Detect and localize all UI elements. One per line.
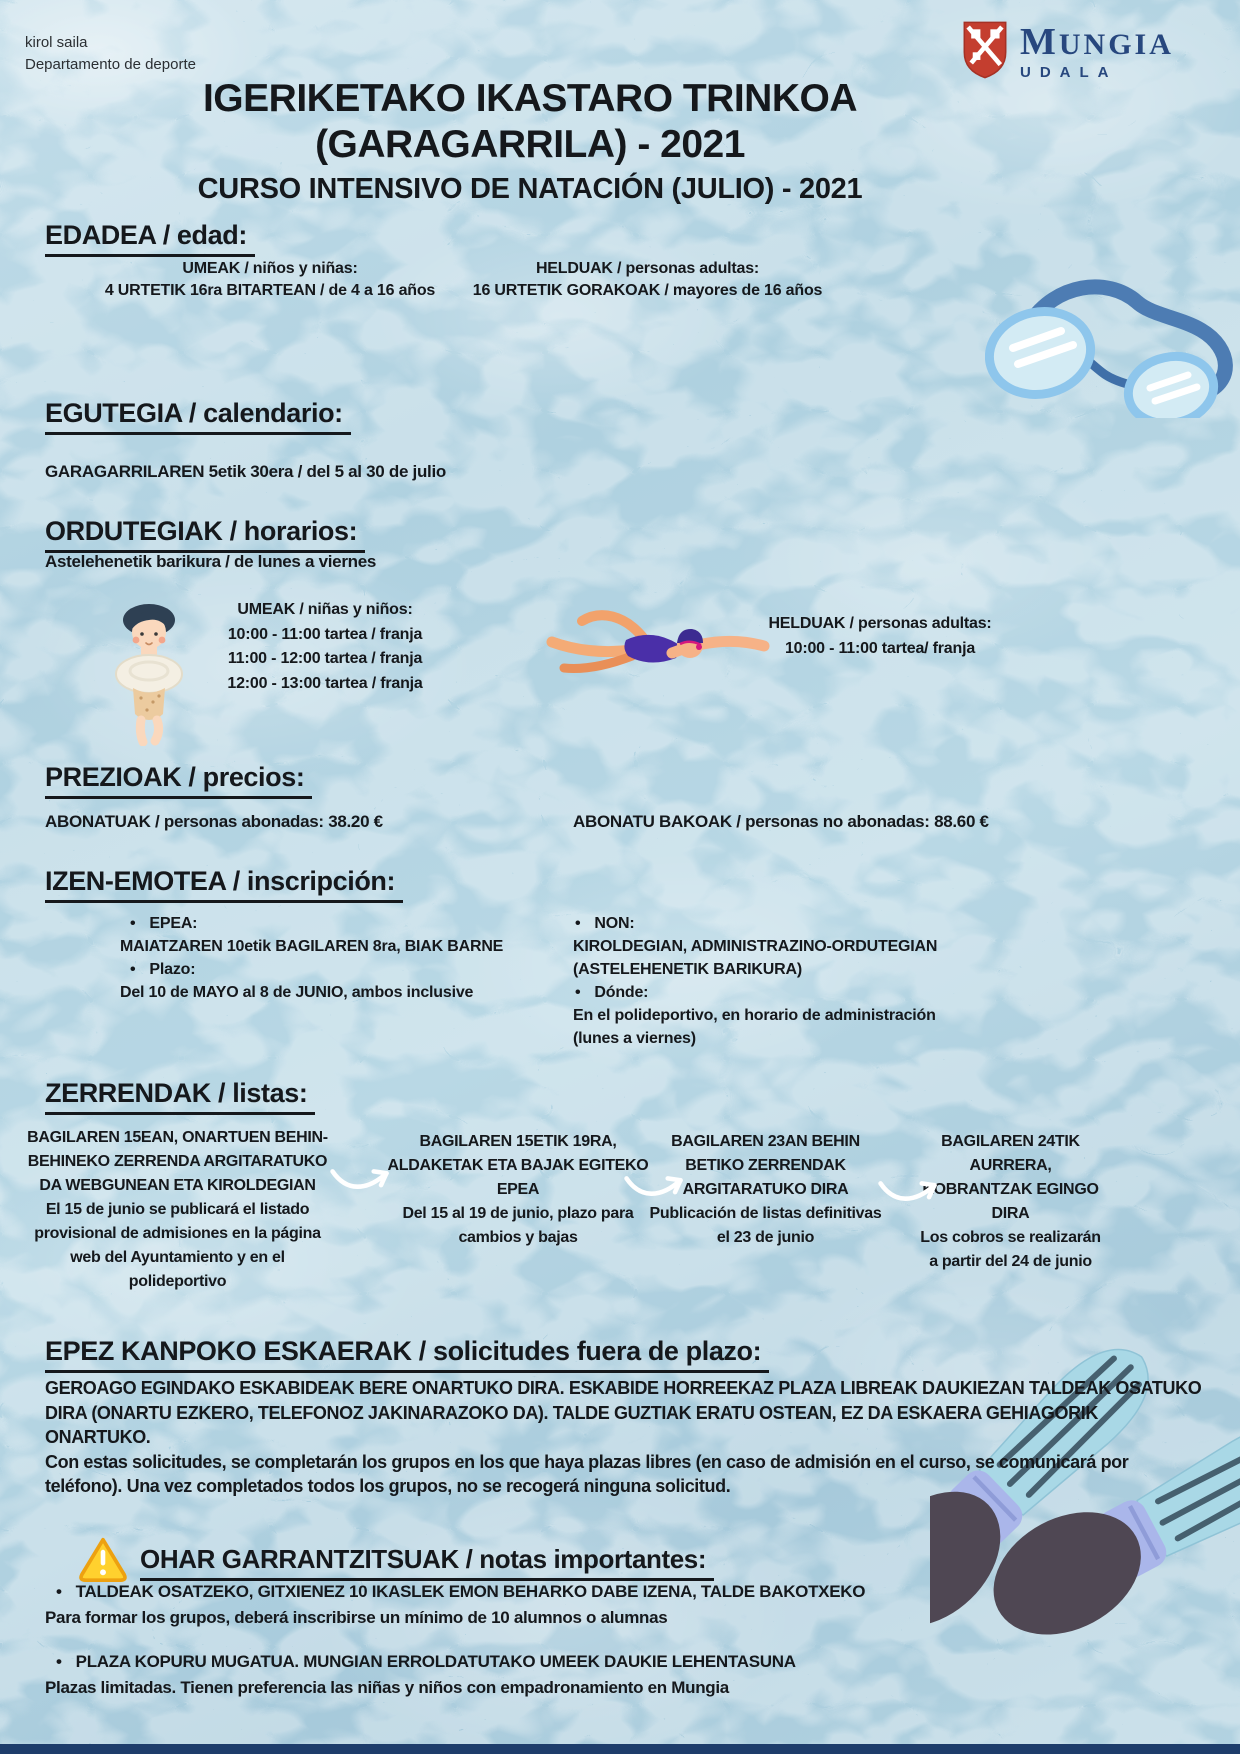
swim-goggles-icon	[985, 268, 1240, 418]
egutegia-heading-text: EGUTEGIA / calendario:	[45, 398, 351, 435]
section-ordutegiak-heading	[45, 516, 365, 553]
step4-es: Los cobros se realizarán a partir del 24 de junio	[920, 1229, 1101, 1270]
dept-line-eu: kirol saila	[25, 34, 88, 51]
logo-subname: UDALA	[1020, 64, 1118, 81]
curved-arrow-icon	[328, 1158, 392, 1204]
plazo-label: • Plazo:	[120, 958, 510, 981]
ohar-item2-eu-text: PLAZA KOPURU MUGATUA. MUNGIAN ERROLDATUTAKO UMEEK DAUKIE LEHENTASUNA	[75, 1652, 796, 1671]
section-edadea-heading	[45, 220, 255, 257]
plazo-text: Del 10 de MAYO al 8 de JUNIO, ambos inclusive	[120, 984, 474, 1001]
epea-label: • EPEA:	[120, 912, 510, 935]
umeak-slot-3: 12:00 - 13:00 tartea / franja	[227, 674, 423, 692]
dept-line-es: Departamento de deporte	[25, 56, 196, 73]
child-swimmer-icon	[103, 598, 195, 746]
edadea-helduak-range: 16 URTETIK GORAKOAK / mayores de 16 años	[472, 282, 823, 299]
izen-emotea-right	[565, 912, 965, 1050]
helduak-schedule-title: HELDUAK / personas adultas:	[768, 615, 992, 632]
ohar-item1-eu	[52, 1582, 1032, 1602]
section-ohar-heading	[140, 1544, 714, 1581]
step2-eu: BAGILAREN 15ETIK 19RA, ALDAKETAK ETA BAJAK EGITEKO EPEA	[387, 1133, 649, 1198]
ordutegiak-heading-text: ORDUTEGIAK / horarios:	[45, 516, 365, 553]
edadea-umeak	[95, 258, 445, 302]
step3-eu: BAGILAREN 23AN BEHIN BETIKO ZERRENDAK ARGITARATUKO DIRA	[671, 1133, 860, 1198]
donde-label: • Dónde:	[565, 981, 965, 1004]
edadea-helduak	[455, 258, 840, 302]
price-abonatuak: ABONATUAK / personas abonadas: 38.20 €	[45, 812, 383, 831]
step1-eu: BAGILAREN 15EAN, ONARTUEN BEHIN-BEHINEKO ZERRENDA ARGITARATUKO DA WEBGUNEAN ETA KIROLDEGIAN	[27, 1129, 328, 1194]
section-epez-heading	[45, 1336, 769, 1373]
title-line1: IGERIKETAKO IKASTARO TRINKOA	[202, 77, 858, 120]
egutegia-dates: GARAGARRILAREN 5etik 30era / del 5 al 30 de julio	[45, 462, 446, 481]
step1-es: El 15 de junio se publicará el listado provisional de admisiones en la página web del Ayuntamiento y en el polideportivo	[34, 1201, 321, 1290]
warning-icon	[78, 1536, 128, 1582]
izen-emotea-heading-text: IZEN-EMOTEA / inscripción:	[45, 866, 403, 903]
ordutegiak-umeak-schedule	[195, 598, 455, 696]
mungia-crest-icon	[962, 20, 1008, 80]
logo-name: MUNGIA	[1020, 21, 1174, 63]
non-label: • NON:	[565, 912, 965, 935]
ordutegiak-days: Astelehenetik barikura / de lunes a viernes	[45, 552, 377, 571]
umeak-slot-1: 10:00 - 11:00 tartea / franja	[227, 625, 423, 643]
izen-emotea-left	[120, 912, 510, 1004]
edadea-umeak-range: 4 URTETIK 16ra BITARTEAN / de 4 a 16 años	[104, 282, 436, 299]
curved-arrow-icon	[622, 1165, 686, 1211]
section-izen-emotea-heading	[45, 866, 403, 903]
section-egutegia-heading	[45, 398, 351, 435]
poster-title	[0, 76, 1060, 206]
umeak-slot-2: 11:00 - 12:00 tartea / franja	[227, 650, 423, 668]
adult-swimmer-icon	[540, 598, 775, 693]
section-zerrendak-heading	[45, 1078, 315, 1115]
ohar-item1-eu-text: TALDEAK OSATZEKO, GITXIENEZ 10 IKASLEK EMON BEHARKO DABE IZENA, TALDE BAKOTXEKO	[75, 1582, 866, 1601]
ohar-item2-eu	[52, 1652, 1032, 1672]
footer-bar	[0, 1744, 1240, 1754]
helduak-slot-1: 10:00 - 11:00 tartea/ franja	[784, 639, 976, 657]
department-label	[25, 32, 196, 76]
ohar-item1-es: Para formar los grupos, deberá inscribirse un mínimo de 10 alumnos o alumnas	[45, 1608, 668, 1627]
ordutegiak-helduak-schedule	[755, 612, 1005, 661]
ohar-item2-es: Plazas limitadas. Tienen preferencia las niñas y niños con empadronamiento en Mungia	[45, 1678, 729, 1697]
edadea-helduak-title: HELDUAK / personas adultas:	[535, 260, 760, 277]
swim-fins-icon	[930, 1290, 1240, 1740]
title-subtitle: CURSO INTENSIVO DE NATACIÓN (JULIO) - 2021	[197, 173, 863, 205]
title-line2: (GARAGARRILA) - 2021	[315, 123, 745, 166]
epez-body	[45, 1376, 1205, 1499]
zerrendak-step-1	[25, 1126, 330, 1294]
curved-arrow-icon	[876, 1170, 940, 1216]
price-ez-abonatuak: ABONATU BAKOAK / personas no abonadas: 88.60 €	[573, 812, 989, 831]
epez-heading-text: EPEZ KANPOKO ESKAERAK / solicitudes fuera de plazo:	[45, 1336, 769, 1373]
donde-text: En el polideportivo, en horario de administración (lunes a viernes)	[573, 1007, 936, 1047]
umeak-schedule-title: UMEAK / niñas y niños:	[237, 601, 413, 618]
non-text: KIROLDEGIAN, ADMINISTRAZINO-ORDUTEGIAN (ASTELEHENETIK BARIKURA)	[573, 938, 938, 978]
edadea-umeak-title: UMEAK / niños y niñas:	[182, 260, 358, 277]
step3-es: Publicación de listas definitivas el 23 de junio	[649, 1205, 882, 1246]
epez-body-es: Con estas solicitudes, se completarán los grupos en los que haya plazas libres (en caso de admisión en el curso, se comunicará por teléfono). Una vez completados todos los grupos, no se recogerá ninguna solicitud.	[45, 1451, 1129, 1496]
ohar-heading-text: OHAR GARRANTZITSUAK / notas importantes:	[140, 1544, 714, 1581]
epez-body-eu: GEROAGO EGINDAKO ESKABIDEAK BERE ONARTUKO DIRA. ESKABIDE HORREEKAZ PLAZA LIBREAK DAUKIEZAN TALDEAK OSATUKO DIRA (ONARTU EZKERO, TELEFONOZ JAKINARAZOKO DA). TALDE GUZTIAK ERATU OSTEAN, EZ DA ESKAERA GEHIAGORIK ONARTUKO.	[45, 1378, 1202, 1447]
prezioak-heading-text: PREZIOAK / precios:	[45, 762, 312, 799]
logo-text	[1020, 20, 1174, 81]
epea-text: MAIATZAREN 10etik BAGILAREN 8ra, BIAK BARNE	[120, 938, 504, 955]
step2-es: Del 15 al 19 de junio, plazo para cambios y bajas	[402, 1205, 634, 1246]
zerrendak-step-4	[918, 1130, 1103, 1274]
zerrendak-heading-text: ZERRENDAK / listas:	[45, 1078, 315, 1115]
step4-eu: BAGILAREN 24TIK AURRERA, KOBRANTZAK EGINGO DIRA	[922, 1133, 1099, 1222]
section-prezioak-heading	[45, 762, 312, 799]
mungia-logo	[962, 20, 1174, 81]
edadea-heading-text: EDADEA / edad:	[45, 220, 255, 257]
zerrendak-step-2	[383, 1130, 653, 1250]
